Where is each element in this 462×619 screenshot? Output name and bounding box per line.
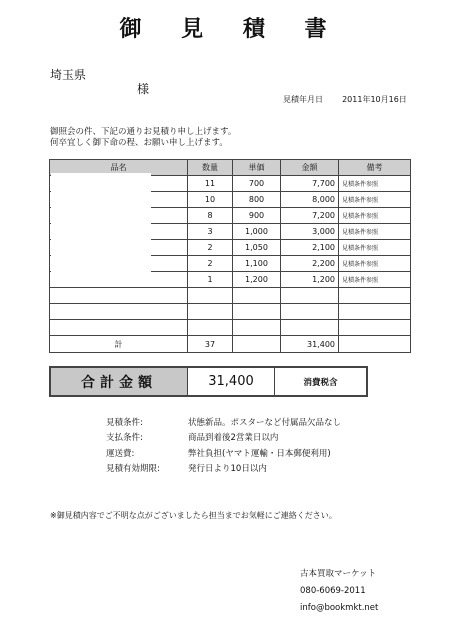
- qty-cell: 1: [188, 272, 233, 288]
- quote-date: [283, 94, 407, 105]
- conditions-list: [106, 414, 341, 476]
- grand-total-value: 31,400: [188, 368, 275, 395]
- company-phone: 080-6069-2011: [300, 586, 366, 596]
- price-cell: [233, 288, 281, 304]
- redaction-mask: [51, 173, 151, 279]
- intro-line-1: 御照会の件、下記の通りお見積り申し上げます。: [50, 127, 237, 137]
- amount-cell: 7,700: [281, 176, 339, 192]
- price-cell: 700: [233, 176, 281, 192]
- total-note-cell: [339, 336, 411, 353]
- price-cell: 800: [233, 192, 281, 208]
- table-row: [50, 304, 411, 320]
- grand-total-label: 合計金額: [51, 368, 188, 395]
- condition-row: [106, 445, 341, 461]
- condition-value: 弊社負担(ヤマト運輸・日本郵便利用): [188, 448, 331, 459]
- item-cell: [50, 320, 188, 336]
- condition-label: 支払条件:: [106, 433, 143, 444]
- note-cell: 見積条件参照: [339, 256, 411, 272]
- note-cell: [339, 304, 411, 320]
- amount-cell: 2,100: [281, 240, 339, 256]
- date-label: 見積年月日: [283, 95, 323, 104]
- date-value: 2011年10月16日: [342, 95, 407, 104]
- price-cell: 1,100: [233, 256, 281, 272]
- total-price-cell: [233, 336, 281, 353]
- price-cell: 1,000: [233, 224, 281, 240]
- total-label-cell: 計: [50, 336, 188, 353]
- price-cell: [233, 320, 281, 336]
- condition-label: 運送費:: [106, 448, 135, 459]
- total-amount-cell: 31,400: [281, 336, 339, 353]
- qty-cell: 10: [188, 192, 233, 208]
- table-total-row: [50, 336, 411, 353]
- company-info: [300, 566, 378, 617]
- header-qty: 数量: [188, 160, 233, 176]
- note-cell: 見積条件参照: [339, 240, 411, 256]
- qty-cell: 3: [188, 224, 233, 240]
- qty-cell: [188, 288, 233, 304]
- amount-cell: 2,200: [281, 256, 339, 272]
- company-email: info@bookmkt.net: [300, 603, 379, 613]
- tax-included-label: 消費税含: [303, 377, 338, 388]
- note-cell: 見積条件参照: [339, 224, 411, 240]
- qty-cell: [188, 320, 233, 336]
- header-note: 備考: [339, 160, 411, 176]
- amount-cell: [281, 320, 339, 336]
- condition-value: 発行日より10日以内: [188, 464, 267, 475]
- item-cell: [50, 288, 188, 304]
- condition-label: 見積条件:: [106, 417, 143, 428]
- total-qty-cell: 37: [188, 336, 233, 353]
- honorific: 様: [137, 82, 150, 96]
- amount-cell: 7,200: [281, 208, 339, 224]
- qty-cell: 2: [188, 256, 233, 272]
- company-name: 古本買取マーケット: [300, 569, 377, 579]
- intro-text: [50, 127, 236, 149]
- table-row: [50, 320, 411, 336]
- price-cell: 1,050: [233, 240, 281, 256]
- amount-cell: 3,000: [281, 224, 339, 240]
- amount-cell: [281, 304, 339, 320]
- qty-cell: 8: [188, 208, 233, 224]
- note-cell: [339, 320, 411, 336]
- amount-cell: 8,000: [281, 192, 339, 208]
- amount-cell: [281, 288, 339, 304]
- header-amount: 金額: [281, 160, 339, 176]
- price-cell: 900: [233, 208, 281, 224]
- condition-label: 見積有効期限:: [106, 464, 160, 475]
- note-cell: 見積条件参照: [339, 192, 411, 208]
- qty-cell: 2: [188, 240, 233, 256]
- item-cell: [50, 304, 188, 320]
- condition-row: [106, 430, 341, 446]
- price-cell: 1,200: [233, 272, 281, 288]
- amount-cell: 1,200: [281, 272, 339, 288]
- recipient-name: 埼玉県: [50, 68, 87, 82]
- note-cell: 見積条件参照: [339, 176, 411, 192]
- qty-cell: 11: [188, 176, 233, 192]
- condition-row: [106, 461, 341, 477]
- condition-value: 商品到着後2営業日以内: [188, 433, 279, 444]
- condition-row: [106, 414, 341, 430]
- note-cell: 見積条件参照: [339, 208, 411, 224]
- condition-value: 状態新品。ポスターなど付属品欠品なし: [188, 417, 342, 428]
- intro-line-2: 何卒宜しく御下命の程、お願い申し上げます。: [50, 138, 228, 148]
- note-cell: [339, 288, 411, 304]
- header-item: 品名: [50, 160, 188, 176]
- document-title: 御 見 積 書: [119, 17, 343, 42]
- table-row: [50, 288, 411, 304]
- note-cell: 見積条件参照: [339, 272, 411, 288]
- header-price: 単価: [233, 160, 281, 176]
- price-cell: [233, 304, 281, 320]
- footer-note: ※御見積内容でご不明な点がございましたら担当までお気軽にご連絡ください。: [50, 511, 337, 520]
- grand-total-box: [49, 366, 368, 397]
- qty-cell: [188, 304, 233, 320]
